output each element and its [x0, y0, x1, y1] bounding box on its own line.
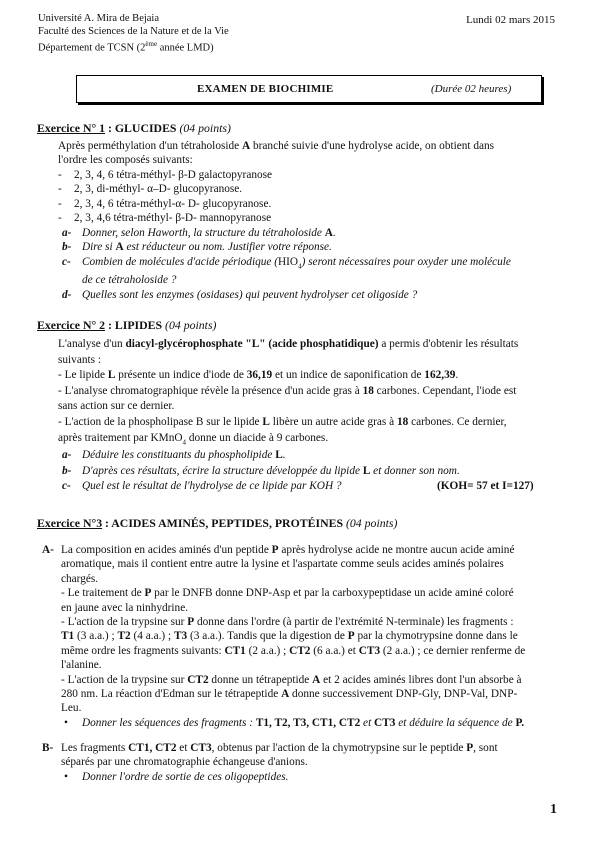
constants-note: (KOH= 57 et I=127)	[437, 480, 534, 492]
department-name: Département de TCSN (2ème année LMD)	[38, 40, 214, 54]
part-B-body: Les fragments CT1, CT2 et CT3, obtenus par l'action de la chymotrypsine sur le peptide P, sont séparés par une chromatographie échangeuse d'anions.	[61, 742, 498, 769]
compound-item: - 2, 3, di-méthyl- α–D- glucopyranose.	[58, 183, 243, 196]
institution-header	[38, 13, 229, 55]
exam-date: Lundi 02 mars 2015	[466, 14, 555, 26]
exercise-1-heading: Exercice N° 1 : GLUCIDES (04 points)	[37, 121, 231, 135]
exercise-1-questions: a- Donner, selon Haworth, la structure du tétraholoside A. b- Dire si A est réducteur ou nom. Justifier votre réponse. c- Combien de molécules d'acide périodique $(HIO_4)$ seront nécessaires pour oxyder une molécule de ce tétraholoside ? d- Quelles sont les enzymes (osidases) qui peuvent hydrolyser cet oligoside ?	[62, 227, 511, 301]
university-name: Université A. Mira de Bejaia	[38, 13, 160, 24]
compound-item: - 2, 3, 4, 6 tétra-méthyl-α- D- glucopyranose.	[58, 197, 272, 210]
compound-item: - 2, 3, 4, 6 tétra-méthyl- β-D galactopyranose	[58, 169, 273, 181]
exercise-2-body: L'analyse d'un diacyl-glycérophosphate "L" (acide phosphatidique) a permis d'obtenir les résultats suivants : - Le lipide L présente un indice d'iode de 36,19 et un indice de saponification de 162,39. - L'analyse chromatographique révèle la présence d'un acide gras à 18 carbones. Cependant, l'iode est sans action sur ce dernier. - L'action de la phospholipase B sur le lipide L libère un autre acide gras à 18 carbones. Ce dernier, après traitement par KMnO$_4$ donne un diacide à 9 carbones.	[58, 338, 519, 446]
part-A-question: • Donner les séquences des fragments : T1, T2, T3, CT1, CT2 et CT3 et déduire la séquence de P.	[64, 717, 525, 729]
exam-title: EXAMEN DE BIOCHIMIE	[197, 83, 334, 95]
part-B-label: B-	[42, 742, 54, 754]
part-A-body: La composition en acides aminés d'un peptide P après hydrolyse acide ne montre aucun acide aminé aromatique, mais il contient entre autre la lysine et l'aspartate comme seuls acides aminés polaires chargés. - Le traitement de P par le DNFB donne DNP-Asp et par la carboxypeptidase un acide aminé coloré en jaune avec la ninhydrine. - L'action de la trypsine sur P donne dans l'ordre (à partir de l'extrémité N-terminale) les fragments : T1 (3 a.a.) ; T2 (4 a.a.) ; T3 (3 a.a.). Tandis que la digestion de P par la chymotrypsine donne dans le même ordre les fragments suivants: CT1 (2 a.a.) ; CT2 (6 a.a.) et CT3 (2 a.a.) ; ce dernier renferme de l'alanine. - L'action de la trypsine sur CT2 donne un tétrapeptide A et 2 acides aminés libres dont l'un absorbe à 280 nm. La réaction d'Edman sur le tétrapeptide A donne successivement DNP-Gly, DNP-Val, DNP- Leu.	[61, 544, 526, 715]
faculty-name: Faculté des Sciences de la Nature et de la Vie	[38, 25, 229, 37]
part-A-label: A-	[42, 544, 54, 556]
exercise-2-heading: Exercice N° 2 : LIPIDES (04 points)	[37, 318, 217, 332]
exam-title-box	[76, 75, 542, 103]
exam-duration: (Durée 02 heures)	[431, 83, 512, 95]
page-number: 1	[550, 802, 557, 817]
compound-item: - 2, 3, 4,6 tétra-méthyl- β-D- mannopyranose	[58, 212, 272, 225]
exercise-1-intro: Après perméthylation d'un tétraholoside A branché suivie d'une hydrolyse acide, on obtient dans l'ordre les composés suivants:	[58, 140, 495, 167]
part-B-question: • Donner l'ordre de sortie de ces oligopeptides.	[64, 771, 289, 783]
exercise-2-questions: a- Déduire les constituants du phospholipide L. b- D'après ces résultats, écrire la structure développée du lipide L et donner son nom. c- Quel est le résultat de l'hydrolyse de ce lipide par KOH ?	[62, 449, 460, 493]
exercise-3-heading: Exercice N°3 : ACIDES AMINÉS, PEPTIDES, PROTÉINES (04 points)	[37, 516, 398, 530]
compound-list	[58, 168, 272, 226]
